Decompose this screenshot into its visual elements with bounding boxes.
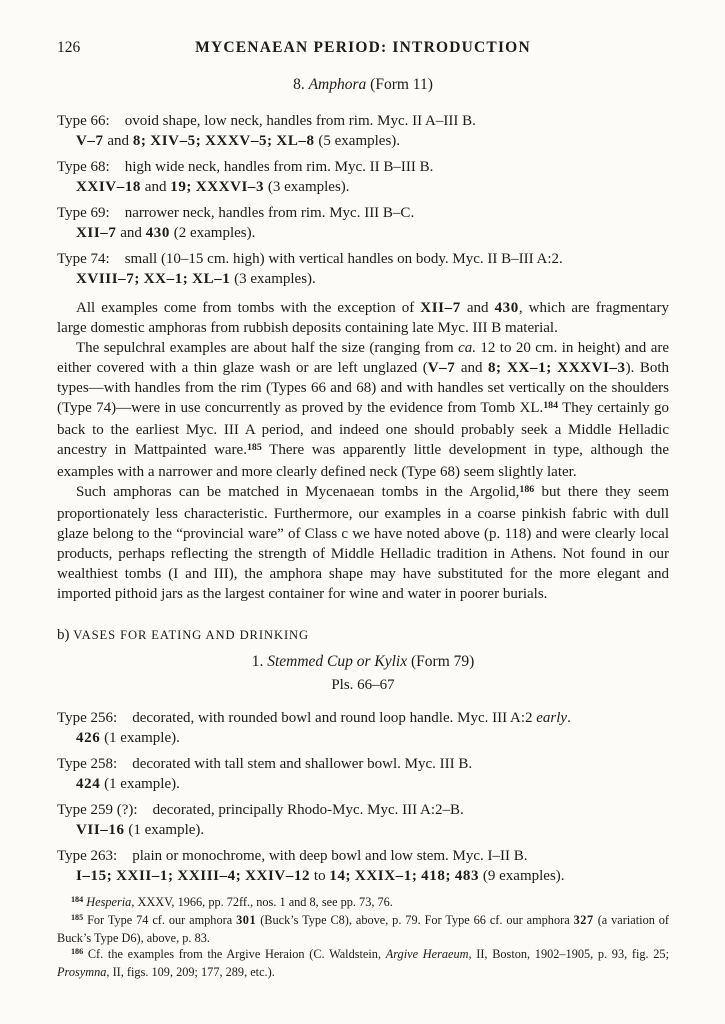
type-entry bbox=[57, 846, 669, 886]
type-references-line: XII–7 and 430 (2 examples). bbox=[76, 225, 256, 241]
amphora-type-list bbox=[57, 111, 669, 289]
footnote: $^{186}$ Cf. the examples from the Argive Heraion (C. Waldstein, Argive Heraeum, II, Boston, 1902–1905, p. 93, fig. 25; Prosymna, II, figs. 109, 209; 177, 289, etc.). bbox=[57, 947, 669, 979]
type-references-line: XXIV–18 and 19; XXXVI–3 (3 examples). bbox=[76, 179, 350, 195]
type-entry bbox=[57, 157, 669, 197]
type-references-line: XVIII–7; XX–1; XL–1 (3 examples). bbox=[76, 271, 316, 287]
running-title: MYCENAEAN PERIOD: INTRODUCTION bbox=[195, 39, 531, 56]
type-description-line: Type 258: decorated with tall stem and shallower bowl. Myc. III B. bbox=[57, 756, 473, 772]
page-number: 126 bbox=[57, 39, 81, 56]
type-references-line: 424 (1 example). bbox=[76, 776, 180, 792]
type-entry bbox=[57, 800, 669, 840]
type-description-line: Type 68: high wide neck, handles from rim. Myc. II B–III B. bbox=[57, 159, 434, 175]
type-references-line: VII–16 (1 example). bbox=[76, 822, 205, 838]
type-entry bbox=[57, 708, 669, 748]
type-description-line: Type 259 (?): decorated, principally Rhodo-Myc. Myc. III A:2–B. bbox=[57, 802, 464, 818]
type-description-line: Type 263: plain or monochrome, with deep bowl and low stem. Myc. I–II B. bbox=[57, 848, 528, 864]
type-description-line: Type 74: small (10–15 cm. high) with vertical handles on body. Myc. II B–III A:2. bbox=[57, 251, 563, 267]
section-heading-kylix: 1. Stemmed Cup or Kylix (Form 79) bbox=[251, 653, 475, 670]
section-heading-amphora: 8. Amphora (Form 11) bbox=[293, 76, 433, 93]
type-description-line: Type 66: ovoid shape, low neck, handles from rim. Myc. II A–III B. bbox=[57, 113, 476, 129]
type-entry bbox=[57, 754, 669, 794]
paragraph: All examples come from tombs with the exception of XII–7 and 430, which are fragmentary large domestic amphoras from rubbish deposits containing late Myc. III B material. bbox=[57, 300, 670, 336]
paragraph: Such amphoras can be matched in Mycenaean tombs in the Argolid,$^{186}$ but there they seem proportionately less characteristic. Furthermore, our examples in a coarse pinkish fabric with dull glaze belong to the “provincial ware” of Class c we have noted above (p. 118) and were clearly local products, perhaps reflecting the strength of Middle Helladic tradition in Athens. Not found in our wealthiest tombs (I and III), the amphora shape may have substituted for the more elegant and imported pithoid jars as the largest container for wine and water in poorer burials. bbox=[57, 483, 669, 602]
type-description-line: Type 256: decorated, with rounded bowl and round loop handle. Myc. III A:2 early. bbox=[57, 710, 571, 726]
amphora-discussion bbox=[57, 298, 669, 604]
paragraph: The sepulchral examples are about half the size (ranging from ca. 12 to 20 cm. in height) and are either covered with a thin glaze wash or are left unglazed (V–7 and 8; XX–1; XXXVI–3). Both types—with handles from the rim (Types 66 and 68) and with handles set vertically on the shoulders (Type 74)—were in use concurrently as proved by the evidence from Tomb XL.$^{184}$ They certainly go back to the earliest Myc. III A period, and indeed one should probably seek a Middle Helladic ancestry in Mattpainted ware.$^{185}$ There was apparently little development in type, although the examples with a narrower and more clearly defined neck (Type 68) seem slightly later. bbox=[57, 340, 670, 480]
subsection-heading-vases: b) VASES FOR EATING AND DRINKING bbox=[57, 627, 310, 643]
kylix-type-list bbox=[57, 708, 669, 886]
type-references-line: V–7 and 8; XIV–5; XXXV–5; XL–8 (5 examples). bbox=[76, 133, 401, 149]
footnote: $^{185}$ For Type 74 cf. our amphora 301 (Buck’s Type C8), above, p. 79. For Type 66 cf. our amphora 327 (a variation of Buck’s Type D6), above, p. 83. bbox=[57, 913, 670, 945]
type-entry bbox=[57, 249, 669, 289]
type-references-line: 426 (1 example). bbox=[76, 730, 180, 746]
type-references-line: I–15; XXII–1; XXIII–4; XXIV–12 to 14; XXIX–1; 418; 483 (9 examples). bbox=[76, 868, 565, 884]
running-head bbox=[57, 38, 669, 58]
type-description-line: Type 69: narrower neck, handles from rim. Myc. III B–C. bbox=[57, 205, 415, 221]
footnote: $^{184}$ Hesperia, XXXV, 1966, pp. 72ff., nos. 1 and 8, see pp. 73, 76. bbox=[71, 895, 393, 909]
plates-reference: Pls. 66–67 bbox=[331, 677, 395, 693]
type-entry bbox=[57, 203, 669, 243]
footnotes-block bbox=[57, 894, 669, 980]
type-entry bbox=[57, 111, 669, 151]
